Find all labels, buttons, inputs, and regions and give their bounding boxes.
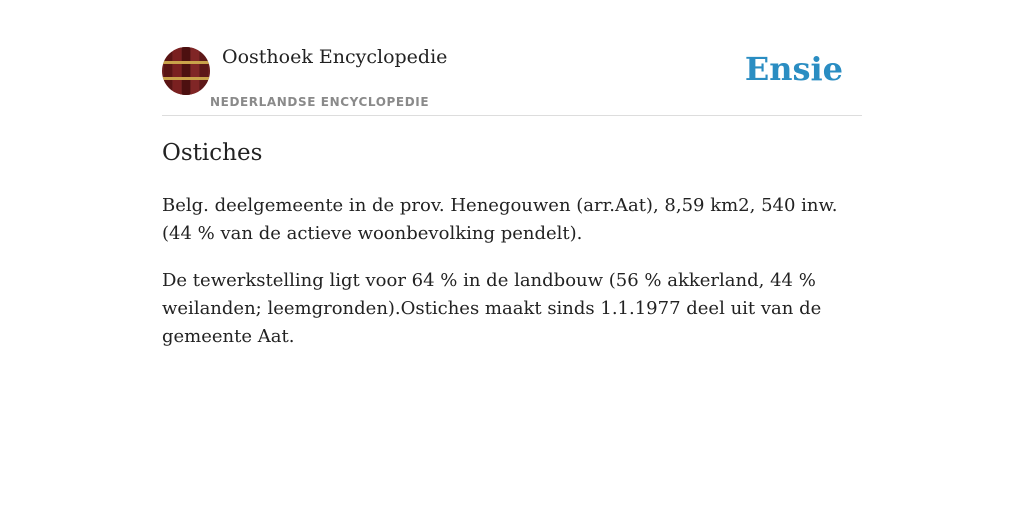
article-paragraph-2: De tewerkstelling ligt voor 64 % in de landbouw (56 % akkerland, 44 % weilanden; leemgronden).Ostiches maakt sinds 1.1.1977 deel uit van de gemeente Aat.: [162, 270, 822, 347]
book-spine: [182, 47, 190, 95]
article-title: Ostiches: [162, 140, 263, 166]
site-title[interactable]: Oosthoek Encyclopedie: [222, 46, 448, 68]
book-spine: [164, 47, 172, 95]
book-spine: [191, 47, 199, 95]
book-spine: [173, 47, 181, 95]
site-header: [162, 0, 862, 116]
book-gold-band: [162, 61, 210, 64]
brand-logo-link[interactable]: Ensie: [744, 50, 843, 88]
encyclopedia-books-icon[interactable]: [162, 47, 210, 95]
article-paragraph-1: Belg. deelgemeente in de prov. Henegouwen (arr.Aat), 8,59 km2, 540 inw. (44 % van de actieve woonbevolking pendelt).: [162, 195, 838, 244]
page-container: [162, 0, 862, 347]
site-subtitle: NEDERLANDSE ENCYCLOPEDIE: [210, 95, 430, 109]
book-gold-band: [162, 77, 210, 80]
book-spine: [200, 47, 208, 95]
